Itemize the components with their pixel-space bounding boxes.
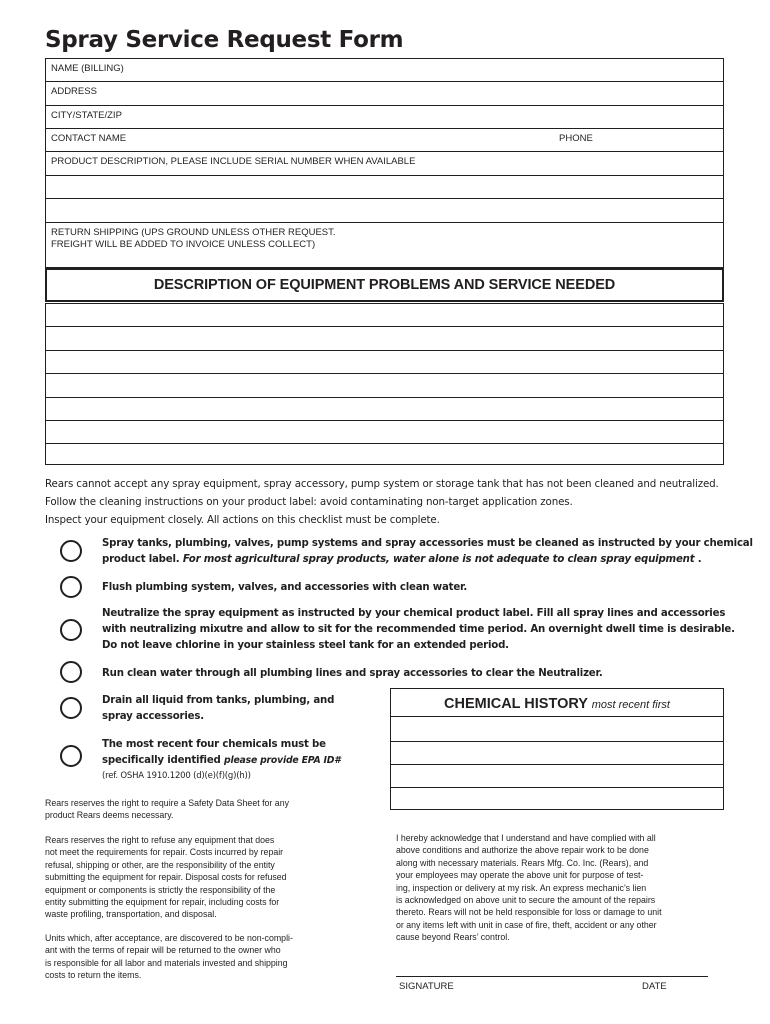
product-description-line-2[interactable] (46, 176, 723, 199)
non-compliant-note: Units which, after acceptance, are discovered to be non-compli- ant with the terms of repair will be returned to the owner who is responsible for all labor and materials invested and shipping costs to return the items. (45, 933, 293, 981)
intro-line-2: Follow the cleaning instructions on your product label: avoid contaminating non-target application zones. (45, 496, 573, 508)
checklist-item-6-line-1: The most recent four chemicals must be (102, 739, 326, 750)
product-description-field[interactable] (46, 152, 723, 176)
return-shipping-label-1: RETURN SHIPPING (UPS GROUND UNLESS OTHER REQUEST. (51, 227, 336, 238)
return-shipping-field[interactable] (46, 223, 723, 267)
chemical-history-title: CHEMICAL HISTORY most recent first (391, 689, 723, 717)
city-state-zip-label: CITY/STATE/ZIP (51, 110, 122, 121)
checklist-circle-4[interactable] (60, 661, 82, 683)
date-label: DATE (642, 981, 667, 992)
contact-name-label: CONTACT NAME (51, 133, 127, 144)
city-state-zip-field[interactable] (46, 106, 723, 129)
checklist-item-3-line-1: Neutralize the spray equipment as instructed by your chemical product label. Fill all spray lines and accessories (102, 608, 726, 619)
description-line (46, 373, 723, 374)
checklist-item-6-ref: (ref. OSHA 1910.1200 (d)(e)(f)(g)(h)) (102, 771, 251, 781)
intro-line-3: Inspect your equipment closely. All actions on this checklist must be complete. (45, 514, 440, 526)
page-title: Spray Service Request Form (45, 27, 404, 53)
description-line (46, 420, 723, 421)
refusal-note: Rears reserves the right to refuse any equipment that does not meet the requirements for repair. Costs incurred by repair refusal, shipping or other, are the responsibility of the entity submitting the equipment for repair. Disposal costs for refused equipment or components is strictly the responsibility of the entity submitting the equipment for repair, including costs for waste profiling, transportation, and disposal. (45, 835, 287, 920)
checklist-circle-1[interactable] (60, 540, 82, 562)
chemical-history-subtitle: most recent first (591, 699, 670, 711)
intro-text (45, 475, 745, 529)
checklist-item-5-line-2: spray accessories. (102, 711, 204, 722)
name-billing-field[interactable] (46, 59, 723, 82)
checklist-item-3 (102, 606, 735, 654)
checklist-circle-2[interactable] (60, 576, 82, 598)
description-heading: DESCRIPTION OF EQUIPMENT PROBLEMS AND SERVICE NEEDED (45, 268, 724, 302)
checklist-item-1 (102, 536, 753, 568)
checklist-item-2: Flush plumbing system, valves, and accessories with clean water. (102, 582, 468, 593)
checklist-item-5-line-1: Drain all liquid from tanks, plumbing, and (102, 695, 335, 706)
checklist-item-6 (102, 737, 341, 784)
checklist-item-6-line-2: specifically identified please provide EPA ID# (102, 755, 341, 766)
checklist-item-3-line-3: Do not leave chlorine in your stainless steel tank for an extended period. (102, 640, 509, 651)
description-line (46, 443, 723, 444)
phone-label: PHONE (559, 133, 593, 144)
checklist-circle-5[interactable] (60, 697, 82, 719)
description-line (46, 350, 723, 351)
name-billing-label: NAME (BILLING) (51, 63, 124, 74)
product-description-line-3[interactable] (46, 199, 723, 223)
chemical-history-box (390, 688, 724, 810)
checklist-item-4: Run clean water through all plumbing lines and spray accessories to clear the Neutralizer. (102, 668, 603, 679)
sds-note: Rears reserves the right to require a Safety Data Sheet for any product Rears deems necessary. (45, 798, 289, 821)
checklist-item-1-line-1: Spray tanks, plumbing, valves, pump systems and spray accessories must be cleaned as instructed by your chemical (102, 538, 753, 549)
product-description-label: PRODUCT DESCRIPTION, PLEASE INCLUDE SERIAL NUMBER WHEN AVAILABLE (51, 156, 416, 167)
address-label: ADDRESS (51, 86, 97, 97)
signature-label: SIGNATURE (399, 981, 454, 992)
checklist-circle-3[interactable] (60, 619, 82, 641)
checklist-circle-6[interactable] (60, 745, 82, 767)
description-line (46, 326, 723, 327)
checklist-item-1-line-2: product label. For most agricultural spray products, water alone is not adequate to clean spray equipment . (102, 554, 702, 565)
description-lines[interactable] (45, 303, 724, 465)
intro-line-1: Rears cannot accept any spray equipment, spray accessory, pump system or storage tank that has not been cleaned and neutralized. (45, 478, 719, 490)
description-line (46, 397, 723, 398)
checklist-item-3-line-2: with neutralizing mixutre and allow to sit for the recommended time period. An overnight dwell time is desirable. (102, 624, 735, 635)
acknowledgement-text: I hereby acknowledge that I understand and have complied with all above conditions and authorize the above repair work to be done along with necessary materials. Rears Mfg. Co. Inc. (Rears), and your employees may operate the above unit for purpose of test- ing, inspection or delivery at my risk. An express mechanic’s lien is acknowledged on above unit to secure the amount of the repairs thereto. Rears will not be held responsible for loss or damage to unit or any items left with unit in case of fire, theft, accident or any other cause beyond Rears’ control. (396, 833, 662, 943)
contact-name-field[interactable] (46, 129, 723, 152)
checklist-item-5 (102, 693, 334, 725)
customer-info-section (45, 58, 724, 268)
chemical-history-entries[interactable] (391, 717, 723, 809)
return-shipping-label-2: FREIGHT WILL BE ADDED TO INVOICE UNLESS COLLECT) (51, 239, 316, 250)
signature-line[interactable] (396, 976, 708, 977)
address-field[interactable] (46, 82, 723, 106)
